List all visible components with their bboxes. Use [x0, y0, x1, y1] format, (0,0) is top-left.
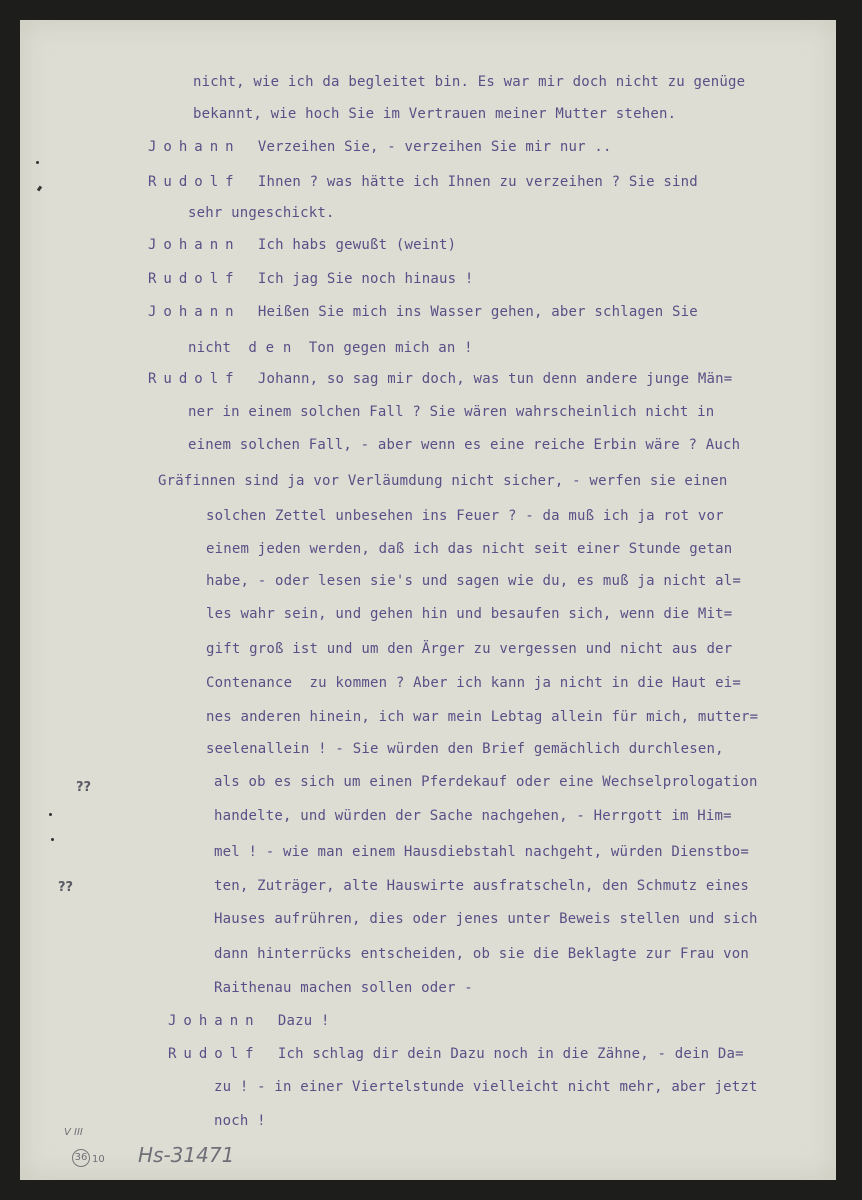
dialogue-continuation-line	[193, 106, 676, 122]
speaker-name: Johann	[168, 1013, 261, 1029]
line-text: bekannt, wie hoch Sie im Vertrauen meiner Mutter stehen.	[193, 106, 677, 122]
dialogue-continuation-line	[188, 404, 714, 420]
speaker-name: Johann	[148, 304, 241, 320]
pencil-circled-number: 36	[72, 1149, 90, 1167]
line-text: Johann, so sag mir doch, was tun denn andere junge Män=	[257, 371, 733, 387]
dialogue-line-johann	[168, 1013, 330, 1029]
dialogue-continuation-line	[214, 980, 473, 996]
speaker-name: Johann	[148, 237, 241, 253]
line-text: Heißen Sie mich ins Wasser gehen, aber schlagen Sie	[257, 304, 698, 320]
line-text: nicht d e n Ton gegen mich an !	[188, 340, 473, 356]
line-text: einem jeden werden, daß ich das nicht seit einer Stunde getan	[206, 541, 733, 557]
dialogue-continuation-line	[188, 340, 473, 356]
line-text: solchen Zettel unbesehen ins Feuer ? - da muß ich ja rot vor	[206, 508, 724, 524]
line-text: noch !	[214, 1113, 266, 1129]
line-text: sehr ungeschickt.	[188, 205, 335, 221]
dialogue-line-rudolf	[148, 371, 732, 387]
dialogue-continuation-line	[214, 808, 732, 824]
line-text: Ihnen ? was hätte ich Ihnen zu verzeihen ? Sie sind	[257, 174, 698, 190]
dialogue-continuation-line	[206, 741, 724, 757]
line-text: zu ! - in einer Viertelstunde vielleicht nicht mehr, aber jetzt	[214, 1079, 758, 1095]
line-text: habe, - oder lesen sie's und sagen wie du, es muß ja nicht al=	[206, 573, 741, 589]
dialogue-continuation-line	[214, 1079, 758, 1095]
dialogue-continuation-line	[214, 878, 749, 894]
line-text: Gräfinnen sind ja vor Verläumdung nicht sicher, - werfen sie einen	[158, 473, 728, 489]
speaker-name: Rudolf	[148, 174, 241, 190]
line-text: dann hinterrücks entscheiden, ob sie die Beklagte zur Frau von	[214, 946, 749, 962]
dialogue-line-johann	[148, 139, 612, 155]
line-text: handelte, und würden der Sache nachgehen, - Herrgott im Him=	[214, 808, 732, 824]
line-text: Dazu !	[277, 1013, 330, 1029]
dialogue-line-johann	[148, 304, 698, 320]
line-text: einem solchen Fall, - aber wenn es eine reiche Erbin wäre ? Auch	[188, 437, 741, 453]
line-text: Ich jag Sie noch hinaus !	[257, 271, 474, 287]
pencil-roman-numeral: V III	[64, 1127, 83, 1138]
line-text: mel ! - wie man einem Hausdiebstahl nachgeht, würden Dienstbo=	[214, 844, 749, 860]
speaker-name: Rudolf	[148, 371, 241, 387]
margin-dot	[36, 161, 39, 164]
line-text: les wahr sein, und gehen hin und besaufen sich, wenn die Mit=	[206, 606, 733, 622]
speaker-name: Johann	[148, 139, 241, 155]
line-text: nicht, wie ich da begleitet bin. Es war mir doch nicht zu genüge	[193, 74, 746, 90]
line-text: gift groß ist und um den Ärger zu vergessen und nicht aus der	[206, 641, 733, 657]
dialogue-continuation-line	[188, 205, 335, 221]
speaker-name: Rudolf	[168, 1046, 261, 1062]
line-text: Verzeihen Sie, - verzeihen Sie mir nur ..	[257, 139, 612, 155]
pencil-catalog-number: Hs-31471	[138, 1143, 235, 1167]
typescript-page	[20, 20, 836, 1180]
dialogue-continuation-line	[193, 74, 745, 90]
dialogue-continuation-line	[214, 1113, 266, 1129]
line-text: als ob es sich um einen Pferdekauf oder eine Wechselprologation	[214, 774, 758, 790]
line-text: seelenallein ! - Sie würden den Brief gemächlich durchlesen,	[206, 741, 724, 757]
pencil-page-number: 10	[92, 1154, 105, 1165]
line-text: Ich schlag dir dein Dazu noch in die Zähne, - dein Da=	[277, 1046, 744, 1062]
dialogue-line-johann	[148, 237, 456, 253]
margin-mark: ??	[58, 880, 74, 895]
dialogue-continuation-line	[206, 508, 724, 524]
dialogue-continuation-line	[206, 675, 741, 691]
dialogue-continuation-line	[206, 541, 732, 557]
dialogue-continuation-line	[206, 606, 732, 622]
margin-dot	[51, 838, 54, 841]
line-text: ner in einem solchen Fall ? Sie wären wahrscheinlich nicht in	[188, 404, 715, 420]
line-text: nes anderen hinein, ich war mein Lebtag allein für mich, mutter=	[206, 709, 759, 725]
speaker-name: Rudolf	[148, 271, 241, 287]
margin-tick	[37, 186, 42, 192]
dialogue-continuation-line	[206, 641, 732, 657]
dialogue-continuation-line	[214, 774, 758, 790]
dialogue-continuation-line	[214, 911, 758, 927]
dialogue-continuation-line	[188, 437, 740, 453]
line-text: Raithenau machen sollen oder -	[214, 980, 473, 996]
dialogue-continuation-line	[158, 473, 728, 489]
margin-mark: ??	[76, 780, 92, 795]
dialogue-continuation-line	[214, 844, 749, 860]
dialogue-line-rudolf	[148, 174, 698, 190]
dialogue-continuation-line	[206, 573, 741, 589]
dialogue-continuation-line	[206, 709, 758, 725]
line-text: Hauses aufrühren, dies oder jenes unter Beweis stellen und sich	[214, 911, 758, 927]
dialogue-line-rudolf	[168, 1046, 744, 1062]
dialogue-continuation-line	[214, 946, 749, 962]
line-text: Ich habs gewußt (weint)	[257, 237, 457, 253]
dialogue-line-rudolf	[148, 271, 474, 287]
line-text: Contenance zu kommen ? Aber ich kann ja nicht in die Haut ei=	[206, 675, 741, 691]
line-text: ten, Zuträger, alte Hauswirte ausfratscheln, den Schmutz eines	[214, 878, 749, 894]
margin-dot	[49, 813, 52, 816]
